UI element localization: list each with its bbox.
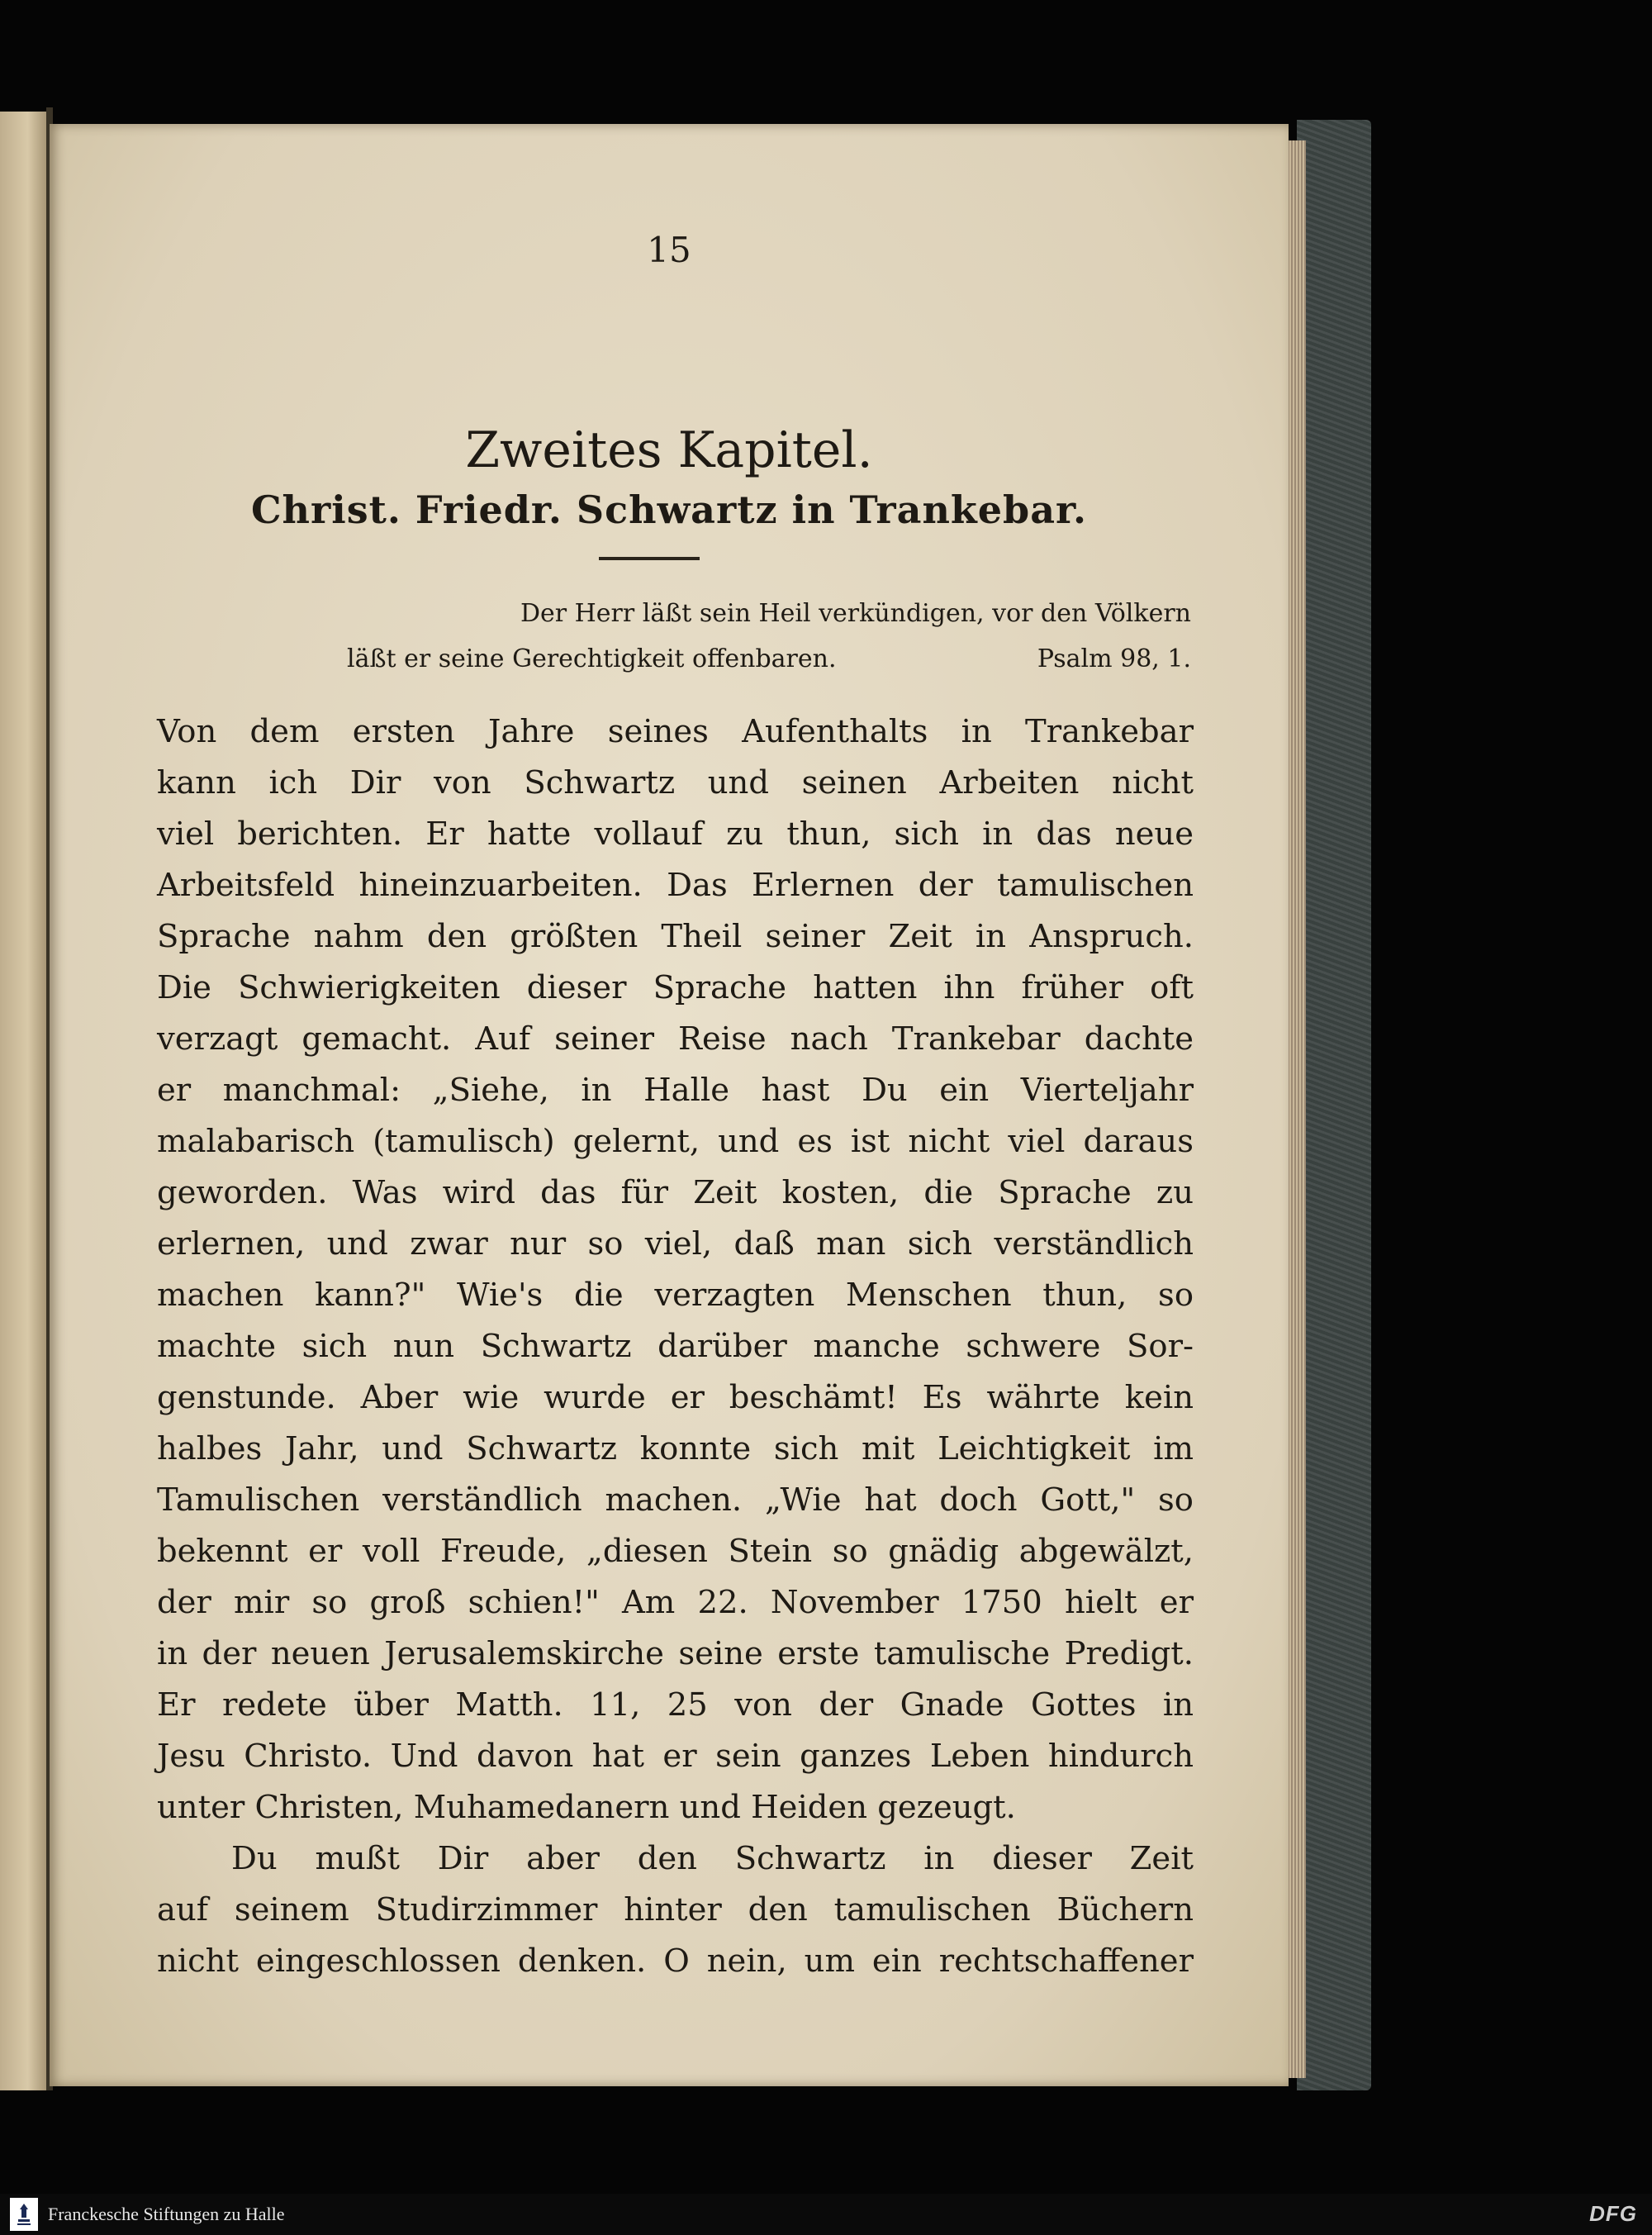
epigraph-line-1: Der Herr läßt sein Heil verkündigen, vor den Völkern [520, 599, 1191, 628]
body-line: nicht eingeschlossen denken. O nein, um ein rechtschaffener [157, 1943, 1194, 1980]
body-line: genstunde. Aber wie wurde er beschämt! Es währte kein [157, 1379, 1194, 1416]
body-line: in der neuen Jerusalemskirche seine erste tamulische Predigt. [157, 1635, 1194, 1672]
body-line: Arbeitsfeld hineinzuarbeiten. Das Erlernen der tamulischen [157, 867, 1194, 904]
body-line: geworden. Was wird das für Zeit kosten, die Sprache zu [157, 1174, 1194, 1211]
body-line: bekennt er voll Freude, „diesen Stein so gnädig abgewälzt, [157, 1533, 1194, 1570]
body-line: Sprache nahm den größten Theil seiner Zeit in Anspruch. [157, 918, 1194, 955]
body-line: Jesu Christo. Und davon hat er sein ganzes Leben hindurch [157, 1738, 1194, 1775]
institution-name[interactable]: Franckesche Stiftungen zu Halle [48, 2204, 285, 2224]
body-line: er manchmal: „Siehe, in Halle hast Du ein Vierteljahr [157, 1072, 1194, 1109]
body-line: erlernen, und zwar nur so viel, daß man sich verständlich [157, 1225, 1194, 1263]
body-text [157, 706, 1194, 1987]
body-line: Von dem ersten Jahre seines Aufenthalts in Trankebar [157, 713, 1194, 750]
epigraph-line-2-text: läßt er seine Gerechtigkeit offenbaren. [347, 644, 837, 673]
facing-page-edge [0, 112, 46, 2090]
body-line: verzagt gemacht. Auf seiner Reise nach Trankebar dachte [157, 1020, 1194, 1058]
body-line: halbes Jahr, und Schwartz konnte sich mit Leichtigkeit im [157, 1430, 1194, 1467]
body-line: Tamulischen verständlich machen. „Wie hat doch Gott," so [157, 1481, 1194, 1519]
body-line: viel berichten. Er hatte vollauf zu thun, sich in das neue [157, 816, 1194, 853]
body-line: Du mußt Dir aber den Schwartz in dieser Zeit [231, 1840, 1194, 1877]
book-cover [1297, 120, 1371, 2090]
epigraph-line-2 [347, 644, 1191, 673]
title-divider [599, 557, 700, 560]
page-number: 15 [647, 230, 691, 270]
body-line: der mir so groß schien!" Am 22. November 1750 hielt er [157, 1584, 1194, 1621]
chapter-subtitle: Christ. Friedr. Schwartz in Trankebar. [250, 487, 1088, 532]
body-line: kann ich Dir von Schwartz und seinen Arbeiten nicht [157, 764, 1194, 801]
body-line: machte sich nun Schwartz darüber manche schwere Sor- [157, 1328, 1194, 1365]
body-line: unter Christen, Muhamedanern und Heiden gezeugt. [157, 1789, 1016, 1826]
franckesche-stiftungen-logo-icon[interactable] [10, 2198, 38, 2231]
chapter-title: Zweites Kapitel. [465, 421, 873, 479]
dfg-badge: DFG [1589, 2201, 1637, 2226]
body-line: Er redete über Matth. 11, 25 von der Gnade Gottes in [157, 1686, 1194, 1724]
epigraph-reference: Psalm 98, 1. [1037, 644, 1191, 673]
body-line: machen kann?" Wie's die verzagten Menschen thun, so [157, 1277, 1194, 1314]
book-page [50, 124, 1289, 2086]
body-line: malabarisch (tamulisch) gelernt, und es ist nicht viel daraus [157, 1123, 1194, 1160]
body-line: Die Schwierigkeiten dieser Sprache hatten ihn früher oft [157, 969, 1194, 1006]
body-line: auf seinem Studirzimmer hinter den tamulischen Büchern [157, 1891, 1194, 1928]
